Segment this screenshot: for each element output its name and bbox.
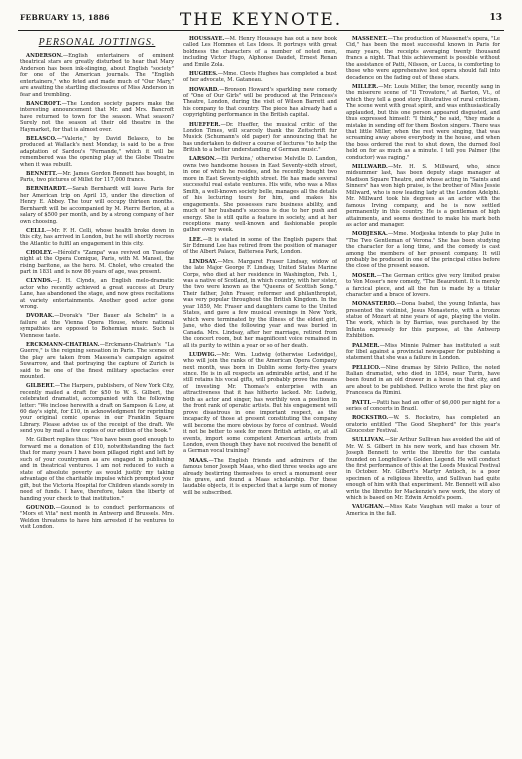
- jotting-lead: DVORAK.: [26, 313, 55, 320]
- jotting-paragraph: [346, 273, 500, 299]
- jotting-lead: MOSER.: [352, 272, 377, 279]
- jotting-lead: SULLIVAN.: [352, 437, 385, 444]
- jotting-text: —Miss Minnie Palmer has instituted a suit for libel against a provincial newspaper for publishing a statement that she was a failure in London.: [346, 342, 500, 362]
- jotting-text: —Dr. Hueffer, the musical critic of the London Times, will scarcely thank the Zeitschrift fur Musick (Schumann's old paper) for announcing that he has undertaken to deliver a course of lectures "to help the British to a better understanding of German music.": [183, 121, 337, 154]
- jotting-paragraph: [346, 231, 500, 270]
- jotting-paragraph: [20, 186, 174, 225]
- jotting-lead: ERCKMANN-CHATRIAN.: [26, 341, 100, 348]
- issue-date: FEBRUARY 15, 1886: [20, 13, 110, 22]
- jotting-text: —Erckmann-Chatrian's "La Guerre," is the reigning sensation in Paris. The scenes of the play are taken from Massena's campaign against Suwarrow, and that portraying the capture of Zurich is said to be one of the finest military spectacles ever mounted.: [20, 341, 174, 381]
- jotting-text: —The English friends and admirers of the famous tenor Joseph Maas, who died three weeks ago are already bestirring themselves to erect a monument over his grave, and found a Maas scholarship. For these laudable objects, it is expected that a large sum of money will be subscribed.: [183, 457, 337, 496]
- jotting-lead: LARSON.: [189, 156, 217, 163]
- jotting-paragraph: [20, 313, 174, 339]
- jotting-text: —Miss Kate Vaughan will make a tour of America in the fall.: [346, 504, 500, 517]
- jotting-paragraph: [183, 458, 337, 497]
- jotting-paragraph: [346, 301, 500, 340]
- jotting-paragraph: [183, 352, 337, 455]
- jotting-paragraph: [183, 237, 337, 256]
- jotting-text: —Dona Isabel, the young Infanta, has presented the violinist, Jesus Monasterio, with a bronze statue of Mozart at nine years of age, playing the violin. The work, which is by Barrias, was purchased by the Infanta expressly for this purpose, at the Antwerp Exhibition.: [346, 301, 500, 340]
- jotting-paragraph: [20, 278, 174, 310]
- jotting-text: —The London society papers make the interesting announcement that Mr. and Mrs. Bancroft have returned to town for the season. What season? Surely not the season at their old theatre in the Haymarket, for that is almost over.: [20, 100, 174, 133]
- jotting-lead: GOUNOD.: [26, 504, 56, 511]
- jotting-paragraph: [346, 504, 500, 517]
- jotting-text: —The German critics give very limited praise to Von Moser's new comedy, "The Beaurotent. It is merely a farcical piece, and all the fun is made by a titular character and a brace of lovers.: [346, 272, 500, 298]
- jotting-text: —Mme. Clovis Hughes has completed a bust of her advocate, M. Gataneau.: [183, 70, 337, 84]
- jotting-text: —M. Henry Houssaye has out a new book called Les Hommes et Les Idees. It portrays with great boldness the characters of a number of noted men, including Victor Hugo, Alphonse Daudet, Ernest Renan and Emile Zola.: [183, 36, 337, 68]
- jotting-lead: PALMER.: [352, 342, 380, 349]
- jotting-text: —"Valerie," by David Belasco, to be produced at Wallack's next Monday, is said to be a free adaptation of Sardou's "Fernande," which it will be remembered was the opening play at the Globe Theatre when it was rebuilt.: [20, 135, 174, 168]
- jotting-text: —J. H. Clynds, an English melo-dramatic actor who recently achieved a great success at Drury Lane, has abandoned the stage, and now gives recitations at variety entertainments. Another good actor gone wrong.: [20, 278, 174, 311]
- column-1: [20, 36, 174, 754]
- jotting-text: —Sir Arthur Sullivan has avoided the aid of Mr. W. S. Gilbert in his new work, and has chosen Mr. Joseph Bennett to write the libretto for the cantata founded on Longfellow's Golden Legend. He will conduct the first performance of this at the Leeds Musical Festival in October. Mr. Gilbert's Martyr Antioch, is a poor specimen of a religious libretto, and Sullivan had quite enough of him with that experiment. Mr. Bennett will also write the libretto for Mackenzie's new work, the story of which is based on Mr. Edwin Arnold's poem.: [346, 437, 500, 502]
- jotting-lead: BANCROFT.: [26, 100, 62, 107]
- jotting-lead: BENNETT.: [26, 170, 58, 177]
- masthead-title: THE KEYNOTE.: [179, 10, 343, 30]
- jotting-lead: LUDWIG.: [189, 351, 217, 358]
- jotting-lead: CHOLEY.: [26, 249, 53, 256]
- jotting-paragraph: [183, 36, 337, 68]
- jotting-text: —The Harpers, publishers, of New York City, recently mailed a draft for $50 to W. S. Gilbert, the celebrated dramatist, accompanied with the following letter: "We inclose herewith a draft on Sampson & Low, at 60 day's sight, for £10, in acknowledgment for reprinting your original comic operas in our Franklin Square Library. Please advise us of the receipt of the draft. We send you by mail a few copies of our edition of the book.": [20, 383, 174, 435]
- jotting-lead: ROCKSTRO.: [352, 415, 389, 422]
- jotting-text: —Dvorak's "Der Bauer als Schelm" is a failure at the Vienna Opera House, where national sympathies are opposed to Bohemian music. Such is Viennese taste.: [20, 313, 174, 339]
- jotting-lead: HOUSSAYE.: [189, 36, 225, 42]
- jotting-paragraph: [20, 437, 174, 502]
- jotting-paragraph: [20, 228, 174, 247]
- jotting-text: —Sarah Bernhardt will leave Paris for her American trip on April 15, under the direction of Henry E. Abbey. The tour will occupy thirteen months. Bernhardt will be accompanied by M. Pierre Berton, at a salary of $500 per month, and by a strong company of her own choosing.: [20, 186, 174, 225]
- jotting-lead: BELASCO.: [26, 135, 57, 142]
- jotting-lead: PATTI.: [352, 399, 372, 406]
- jotting-lead: MASSENET.: [352, 36, 388, 42]
- jotting-text: —Eli Perkins,' otherwise Melville D. Landon, owns two handsome houses in East Seventy-sixth street, in one of which he resides, and he recently bought two more in East Seventy-eighth street. He has made several successful real estate ventures. His wife, who was a Miss Smith, a well-known society belle, manages all the details of his lecturing tours for him, and makes his engagements. She possesses rare business ability, and much of her husband's success is due to her push and energy. She is still quite a feature in society, and at her receptions many well-known and fashionable people gather every week.: [183, 156, 337, 234]
- jotting-lead: MILLWARD.: [352, 163, 388, 170]
- jotting-lead: GILBERT.: [26, 383, 55, 390]
- page-number: 13: [489, 13, 502, 23]
- jotting-lead: MONASTERIO.: [352, 301, 397, 308]
- jotting-text: —Nine dramas by Silvio Pellico, the noted Italian dramatist, who died in 1854, near Turin, have been found in an old drawer in a house in that city, and are about to be published. Pellico wrote the first play on Francesca da Rimini.: [346, 364, 500, 397]
- jotting-paragraph: [20, 171, 174, 184]
- jotting-paragraph: [346, 437, 500, 502]
- jotting-lead: CELLI.: [26, 227, 47, 234]
- jotting-paragraph: [20, 250, 174, 276]
- jotting-lead: LEE.: [189, 236, 203, 243]
- jotting-paragraph: [20, 136, 174, 168]
- jotting-paragraph: [346, 343, 500, 362]
- jotting-text: —Patti has had an offer of $6,000 per night for a series of concerts in Brazil.: [346, 399, 500, 412]
- jotting-text: —Mme. Modjeska intends to play Julie in "The Two Gentleman of Verona." She has been studying the character for a long time, and the comedy is cast among the members of her present company. It will probably be produced in one of the principal cities before the close of the present season.: [346, 231, 500, 270]
- jotting-paragraph: [346, 84, 500, 161]
- jotting-paragraph: [183, 122, 337, 154]
- jotting-text: Mr. Gilbert replies thus: "You have been good enough to forward me a donation of £10, notwithstanding the fact that for many years I have been pillaged right and left by such of your countrymen as are engaged in publishing and in theatrical ventures. I am not reduced to such a state of absolute poverty as would justify my taking advantage of the charitable impulse which prompted your gift, but the Victoria Hospital for Children stands sorely in need of funds. I have, therefore, taken the liberty of handing your check to that institution.": [20, 437, 174, 502]
- column-2: [183, 36, 337, 754]
- jotting-paragraph: [20, 505, 174, 531]
- jotting-text: —Gounod is to conduct performances of "Mors et Vita" next month in Antwerp and Brussels. Mrs. Weldon threatens to have him arrested if he ventures to visit London.: [20, 504, 174, 531]
- jotting-paragraph: [183, 71, 337, 84]
- jotting-paragraph: [183, 259, 337, 349]
- jotting-text: —Mr. H. S. Millward, who, since midsummer last, has been deputy stage manager at Madison Square Theatre, and whose acting in "Saints and Sinners" has won high praise, is the brother of Miss Jessie Millward, who is now leading lady at the London Adelphi. Mr. Millward took his degrees as an actor with the famous Irving company, and he is now settled permanently in this country. He is a gentleman of high attainments, and seems destined to make his mark both as actor and manager.: [346, 163, 500, 229]
- jotting-paragraph: [183, 87, 337, 119]
- jotting-paragraph: [20, 53, 174, 98]
- jotting-lead: HUGHES.: [189, 70, 218, 77]
- jotting-text: —Mr. Wm. Ludwig (otherwise Ledwidge), who will join the ranks of the American Opera Company next month, was born in Dublin some forty-five years since. He is in all respects an admirable artist, and if he still retains his vocal gifts, will probably prove the means of investing Mr. Thomas's enterprise with an attractiveness that it has hitherto lacked. Mr. Ludwig, both as actor and singer, has worthily won a position in the front rank of operatic artists. But his engagement will prove disastrous in one important respect, as the incapacity of those at present constituting the company will become the more obvious by force of contrast. Would it not be better to seek for more British artists, or, at all events, import some competent American artists from London, even though they have not received the benefit of a German vocal training?: [183, 351, 337, 455]
- jotting-text: —Hérold's "Zampa" was revived on Tuesday night at the Opera Comique, Paris, with M. Mansel, the rising baritone, as the hero. M. Cholet, who created the part in 1831 and is now 86 years of age, was present.: [20, 249, 174, 276]
- jotting-text: —Mr. F. H. Celli, whose health broke down in this city, has arrived in London, but he will shortly recross the Atlantic to fulfil an engagement in this city.: [20, 227, 174, 247]
- jotting-paragraph: [346, 164, 500, 229]
- jotting-lead: CLYNDS.: [26, 278, 53, 285]
- jotting-text: —W. S. Rockstro, has completed an oratorio entitled "The Good Shepherd" for this year's Gloucester Festival.: [346, 415, 500, 435]
- jotting-lead: BERNHARDT.: [26, 186, 68, 193]
- jotting-lead: MODJESKA.: [352, 231, 388, 238]
- jotting-lead: MAAS.: [189, 457, 209, 464]
- jotting-paragraph: [346, 400, 500, 413]
- article-columns: [20, 36, 502, 754]
- jotting-lead: PELLICO.: [352, 364, 381, 371]
- jotting-text: —Bronson Howard's sparkling new comedy of "One of Our Girls" will be produced at the Princess's Theatre, London, during the visit of Wilson Barrett and his company to that country. The piece has already had a copyrighting performance in the British capital.: [183, 86, 337, 119]
- jotting-text: —English entertainers of eminent theatrical stars are greatly disturbed to hear that Mary Anderson has been ink-slinging, about English "society" for one of the American journals. The "English entertainers," who feted and made much of "Our Mary," are awaiting the startling disclosures of Miss Anderson in fear and trembling.: [20, 53, 174, 98]
- jotting-text: —Mrs. Margaret Fraser Lindsay, widow of the late Major George F. Lindsay, United States Marine Corps, who died at her residence in Washington, Feb. 1, was a native of Scotland, in which country, with her sister, the two were known as the "Queens of Scottish Song." Their father, John Fraser, reformer and philanthropist, was very popular throughout the British Kingdom. In the year 1859, Mr. Fraser and daughters came to the United States, and gave a few musical evenings in New York, which were terminated by the illness of the eldest girl, Jane, who died the following year and was buried in Canada. Mrs. Lindsay, after her marriage, retired from the concert room, but her magnificent voice remained in all its purity to within a year or so of her death.: [183, 258, 337, 349]
- jotting-lead: HOWARD.: [189, 86, 220, 93]
- column-3: [346, 36, 500, 754]
- jotting-paragraph: [183, 156, 337, 233]
- jotting-text: —The production of Massenet's opera, "Le Cid," has been the most successful known in Paris for many years, the receipts averaging twenty thousand francs a night. That this achievement is possible without the assistance of Patti, Nilsson, or Lucca, is comforting to those who were apprehensive lest opera should fall into decadence on the fading out of these stars.: [346, 36, 500, 81]
- jotting-lead: MILLER.: [352, 83, 379, 90]
- jotting-paragraph: [20, 342, 174, 381]
- jotting-lead: LINDSAY.: [189, 258, 218, 265]
- header-rule: [18, 30, 504, 31]
- jotting-text: —Mr. Louis Miller, the tenor, recently sang in the miserere scene of "Il Trovatore," at Barton, Vt., of which they tell a good story illustrative of rural criticism. The scene went with great spirit, and was enthusiastically applauded, but this one person appeared disgusted, and thus expressed himself: "I think," he said, "they made a mistake in sending off for them Boston singers. There was that little Miller, when the rest were singing, that was screaming away above everybody in the house, and when the boss ordered the rest to shut down, the durned fool held on for as much as a minute. I tell you Palmer (the conductor) was raging.": [346, 83, 500, 161]
- jotting-text: —It is stated in some of the English papers that Sir Edmund Lee has retired from the position of manager of the Albert Palace, Battersea Park, London.: [183, 236, 337, 256]
- jotting-lead: HUEFFER.: [189, 121, 221, 128]
- jotting-paragraph: [346, 415, 500, 434]
- jotting-paragraph: [20, 101, 174, 133]
- section-heading: PERSONAL JOTTINGS.: [38, 37, 156, 48]
- jotting-paragraph: [346, 36, 500, 81]
- jotting-paragraph: [20, 383, 174, 435]
- jotting-paragraph: [346, 365, 500, 397]
- jotting-text: —Mr. James Gordon Bennett has bought, in Paris, two pictures of Millet for 117,000 francs.: [20, 170, 174, 184]
- jotting-lead: ANDERSON.: [26, 53, 63, 59]
- jotting-lead: VAUGHAN.: [352, 504, 385, 511]
